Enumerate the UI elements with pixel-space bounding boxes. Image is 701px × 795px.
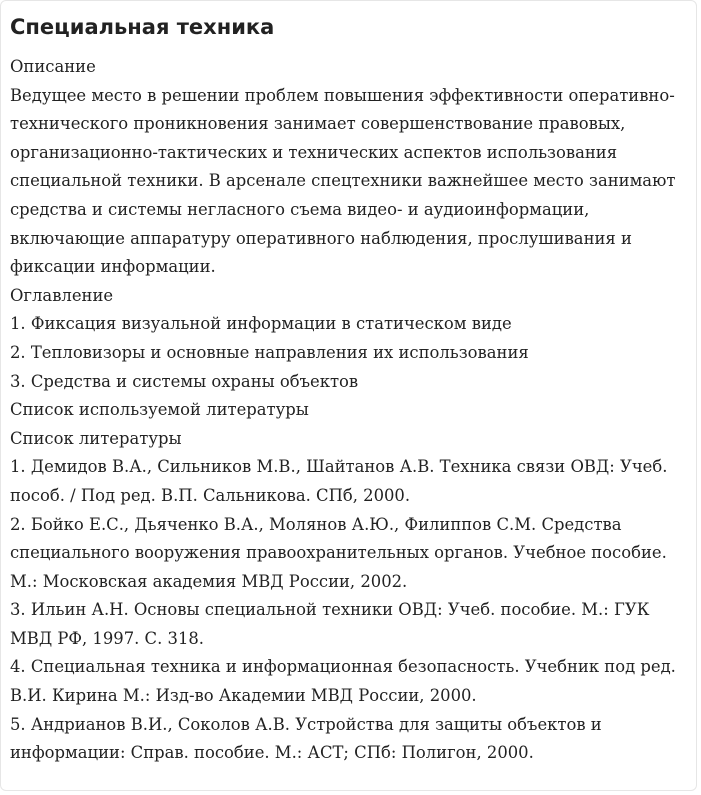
reference-item-5: 5. Андрианов В.И., Соколов А.В. Устройства для защиты объектов и информации: Справ. пособие. М.: АСТ; СПб: Полигон, 2000.: [10, 714, 602, 763]
toc-item-3: 3. Средства и системы охраны объектов: [10, 371, 359, 391]
toc-item-1: 1. Фиксация визуальной информации в статическом виде: [10, 314, 512, 334]
reference-item-1: 1. Демидов В.А., Сильников М.В., Шайтанов А.В. Техника связи ОВД: Учеб. пособ. / Под ред. В.П. Сальникова. СПб, 2000.: [10, 457, 668, 505]
page-title: Специальная техника: [10, 15, 275, 39]
toc-heading: Оглавление: [10, 285, 114, 305]
reference-item-2: 2. Бойко Е.С., Дьяченко В.А., Молянов А.Ю., Филиппов С.М. Средства специального вооружения правоохранительных органов. Учебное пособие. М.: Московская академия МВД России, 2002.: [10, 514, 667, 591]
reference-item-4: 4. Специальная техника и информационная безопасность. Учебник под ред. В.И. Кирина М.: Изд-во Академии МВД России, 2000.: [10, 657, 676, 706]
description-heading: Описание: [10, 57, 96, 76]
toc-item-bibliography: Список используемой литературы: [10, 400, 309, 420]
document-content: [10, 9, 695, 768]
toc-item-2: 2. Тепловизоры и основные направления их использования: [10, 342, 529, 362]
description-text: Ведущее место в решении проблем повышения эффективности оперативно-технического проникновения занимает совершенствование правовых, организационно-тактических и технических аспектов использования специальной техники. В арсенале спецтехники важнейшее место занимают средства и системы негласного съема видео- и аудиоинформации, включающие аппаратуру оперативного наблюдения, прослушивания и фиксации информации.: [10, 85, 676, 277]
reference-item-3: 3. Ильин А.Н. Основы специальной техники ОВД: Учеб. пособие. М.: ГУК МВД РФ, 1997. С. 318.: [10, 600, 650, 648]
references-heading: Список литературы: [10, 428, 182, 448]
